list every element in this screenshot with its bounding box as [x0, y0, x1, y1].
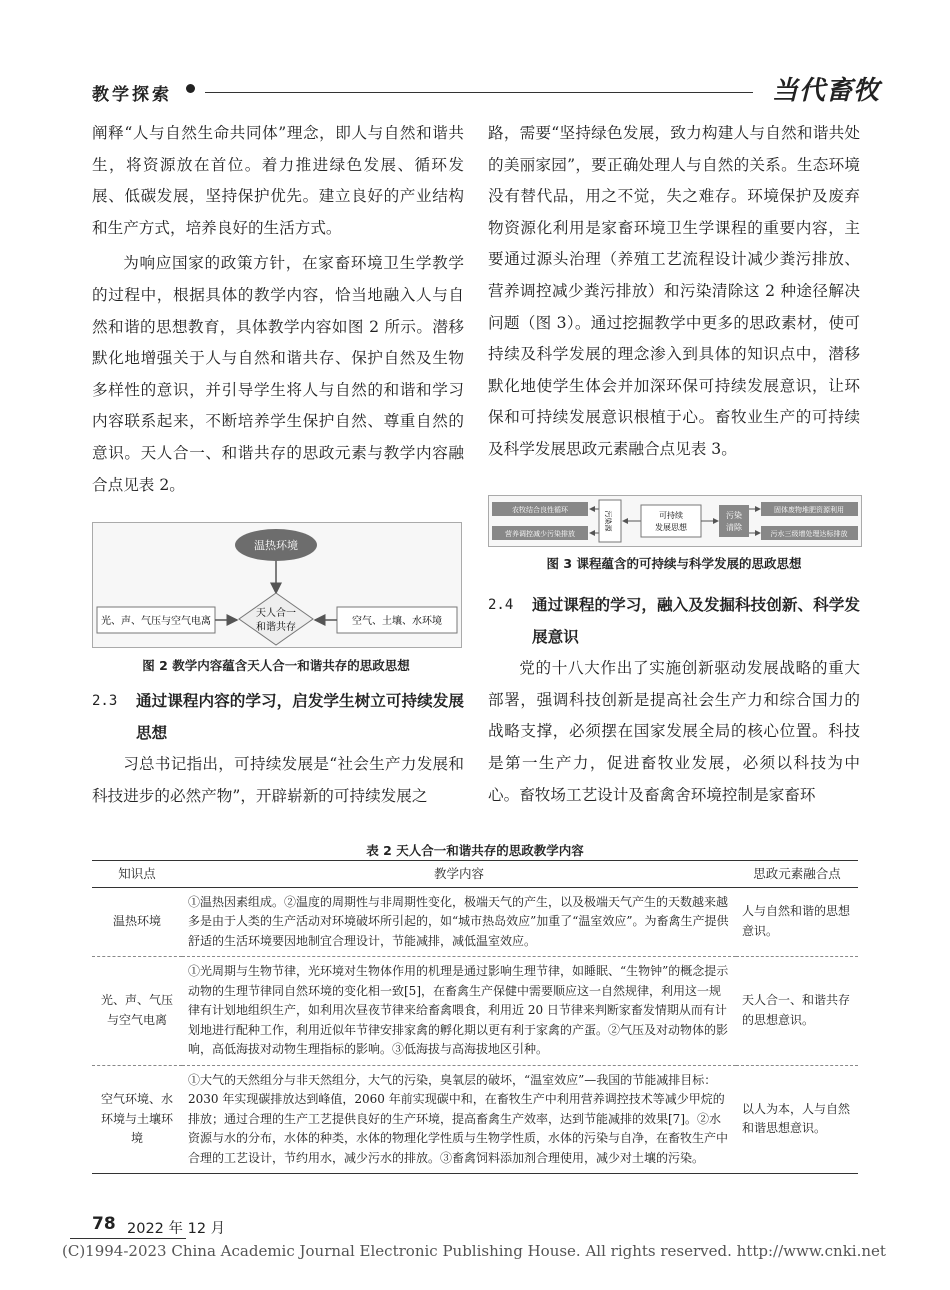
section-label: 教学探索: [92, 85, 172, 105]
source-label: 污染源: [604, 510, 612, 532]
figure-2-diagram: [93, 523, 461, 647]
right-column: [488, 118, 860, 466]
knowledge-point-cell: 温热环境: [92, 887, 182, 957]
center-label-1: 天人合一: [256, 608, 296, 619]
content-cell: ①大气的天然组分与非天然组分，大气的污染，臭氧层的破坏，“温室效应”—我国的节能减排目标：2030 年实现碳排放达到峰值，2060 年前实现碳中和，在畜牧生产中利用营养调控技术等减少甲烷的排放；通过合理的生产工艺提供良好的生产环境，提高畜禽生产效率，达到节能减排的效果[7]。②水资源与水的分布，水体的种类，水体的物理化学性质与生物学性质，水体的污染与自净，在畜牧生产中合理的工艺设计，节约用水，减少污水的排放。③畜禽饲料添加剂合理使用，减少对土壤的污染。: [182, 1065, 736, 1174]
column-header: 教学内容: [182, 861, 736, 888]
content-cell: ①光周期与生物节律，光环境对生物体作用的机理是通过影响生理节律，如睡眠、“生物钟”的概念提示动物的生理节律同自然环境的变化相一致[5]，在畜禽生产保健中需要顺应这一自然规律，利用这一规律有计划地组织生产，如利用次昼夜节律来给畜禽喂食，利用近 20 日节律来判断家畜发情期从而有计划地进行配种工作，利用近似年节律安排家禽的孵化期以更有利于家禽的产蛋。②气压及对动物体的影响，高低海拔对动物生理指标的影响。③低海拔与高海拔地区引种。: [182, 957, 736, 1066]
header-divider: [205, 92, 753, 93]
section-heading-2-4: [488, 590, 860, 653]
paragraph: 路，需要“坚持绿色发展，致力构建人与自然和谐共处的美丽家园”，要正确处理人与自然的关系。生态环境没有替代品，用之不觉，失之难存。环境保护及废弃物资源化利用是家畜环境卫生学课程的重要内容，主要通过源头治理（养殖工艺流程设计减少粪污排放、营养调控减少粪污排放）和污染清除这 2 种途径解决问题（图 3）。通过挖掘教学中更多的思政素材，使可持续及科学发展的理念渗入到具体的知识点中，潜移默化地使学生体会并加深环保可持续发展意识，让环保和可持续发展意识根植于心。畜牧业生产的可持续及科学发展思政元素融合点见表 3。: [488, 124, 860, 458]
column-header: 思政元素融合点: [736, 861, 858, 888]
left-bottom-label: 营养调控减少污染排放: [505, 530, 575, 538]
center-label-2: 发展思想: [655, 523, 687, 532]
center-label-1: 可持续: [659, 511, 683, 520]
paragraph: 习总书记指出，可持续发展是“社会生产力发展和科技进步的必然产物”，开辟崭新的可持续发展之: [92, 755, 464, 805]
table-row: [92, 1065, 858, 1174]
right-bottom-label: 污水三级增处理达标排放: [770, 530, 848, 538]
content-cell: ①温热因素组成。②温度的周期性与非周期性变化，极端天气的产生，以及极端天气产生的天数越来越多是由于人类的生产活动对环境破坏所引起的，如“城市热岛效应”加重了“温室效应”。为畜禽生产提供舒适的生活环境要因地制宜合理设计，节能减排，减低温室效应。: [182, 887, 736, 957]
figure-3: [488, 495, 862, 547]
knowledge-point-cell: 光、声、气压与空气电离: [92, 957, 182, 1066]
journal-logo: 当代畜牧: [772, 76, 881, 106]
top-node-label: 温热环境: [254, 539, 298, 552]
table-row: [92, 957, 858, 1066]
left-node-label: 光、声、气压与空气电离: [101, 616, 211, 627]
table-2: [92, 860, 858, 1174]
figure-3-caption: 图 3 课程蕴含的可持续与科学发展的思政思想: [546, 556, 802, 571]
section-number: 2.3: [92, 693, 118, 709]
paragraph: 为响应国家的政策方针，在家畜环境卫生学教学的过程中，根据具体的教学内容，恰当地融入人与自然和谐的思想教育，具体教学内容如图 2 所示。潜移默化地增强关于人与自然和谐共存、保护自然及生物多样性的意识，并引导学生将人与自然的和谐和学习内容联系起来，不断培养学生保护自然、尊重自然的意识。天人合一、和谐共存的思政元素与教学内容融合点见表 2。: [92, 254, 464, 494]
clean-label-1: 污染: [726, 511, 742, 520]
left-top-label: 农牧结合良性循环: [512, 506, 568, 514]
section-number: 2.4: [488, 597, 514, 613]
figure-3-diagram: [489, 496, 861, 546]
section-title: 通过课程的学习，融入及发掘科技创新、科学发展意识: [532, 596, 860, 646]
table-header-row: [92, 861, 858, 888]
element-cell: 天人合一、和谐共存的思想意识。: [736, 957, 858, 1066]
center-label-2: 和谐共存: [256, 622, 296, 633]
table-row: [92, 887, 858, 957]
page-number: 78: [92, 1214, 116, 1234]
figure-2: [92, 522, 462, 648]
column-header: 知识点: [92, 861, 182, 888]
clean-node: [719, 505, 749, 537]
right-node-label: 空气、土壤、水环境: [352, 616, 442, 627]
clean-label-2: 清除: [726, 523, 742, 532]
element-cell: 人与自然和谐的思想意识。: [736, 887, 858, 957]
center-node: [239, 593, 313, 645]
bullet-icon: [186, 84, 195, 93]
left-column: [92, 118, 464, 501]
element-cell: 以人为本，人与自然和谐思想意识。: [736, 1065, 858, 1174]
section-title: 通过课程内容的学习，启发学生树立可持续发展思想: [136, 692, 464, 742]
knowledge-point-cell: 空气环境、水环境与土壤环境: [92, 1065, 182, 1174]
paragraph: 阐释“人与自然生命共同体”理念，即人与自然和谐共生，将资源放在首位。着力推进绿色发展、循环发展、低碳发展，坚持保护优先。建立良好的产业结构和生产方式，培养良好的生活方式。: [92, 124, 464, 237]
center-node: [641, 505, 701, 537]
section-heading-2-3: [92, 686, 464, 749]
table-2-title: 表 2 天人合一和谐共存的思政教学内容: [366, 843, 584, 858]
right-column-2: [488, 590, 860, 811]
footer-divider: [70, 1238, 186, 1239]
paragraph: 党的十八大作出了实施创新驱动发展战略的重大部署，强调科技创新是提高社会生产力和综合国力的战略支撑，必须摆在国家发展全局的核心位置。科技是第一生产力，促进畜牧业发展，必须以科技为中心。畜牧场工艺设计及畜禽舍环境控制是家畜环: [488, 659, 860, 804]
figure-2-caption: 图 2 教学内容蕴含天人合一和谐共存的思政思想: [142, 658, 410, 673]
right-top-label: 固体废物堆肥资源利用: [774, 506, 844, 514]
issue-date: 2022 年 12 月: [127, 1221, 226, 1237]
copyright-notice: (C)1994-2023 China Academic Journal Electronic Publishing House. All rights reserved. http://www.cnki.net: [62, 1242, 886, 1260]
left-column-2: [92, 686, 464, 812]
